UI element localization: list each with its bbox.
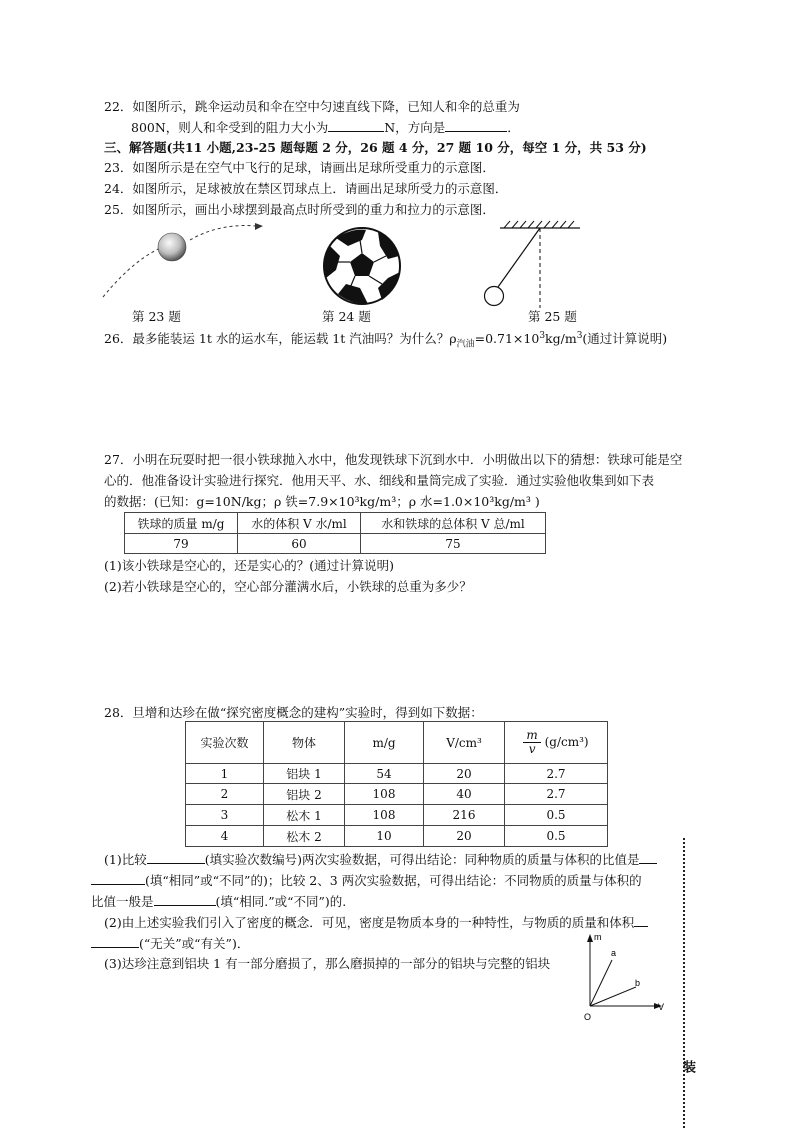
q27-line1: 27．小明在玩耍时把一很小铁球抛入水中，他发现铁球下沉到水中．小明做出以下的猜想：铁球可能是空 bbox=[104, 452, 683, 467]
q28-part2-line1: (2)由上述实验我们引入了密度的概念．可见，密度是物质本身的一种特性，与物质的质量和体积 bbox=[104, 914, 648, 931]
binding-dotted-line bbox=[683, 838, 685, 1128]
density-fraction: $\frac{m}{v}$ bbox=[523, 729, 540, 756]
q27-sub2: (2)若小铁球是空心的，空心部分灌满水后，小铁球的总重为多少？ bbox=[104, 579, 472, 594]
q26-text: 26．最多能装运 1t 水的运水车，能运载 1t 汽油吗？为什么？$\rho_{汽油}=0.71\times 10^3kg/m^3$(通过计算说明) bbox=[104, 331, 668, 350]
table-cell: 2.7 bbox=[505, 784, 608, 805]
table-cell: 75 bbox=[361, 534, 546, 554]
figure-caption-25: 第 25 题 bbox=[528, 309, 577, 324]
table-header: 物体 bbox=[264, 722, 345, 764]
figure-caption-23: 第 23 题 bbox=[132, 309, 181, 324]
mass-volume-graph bbox=[580, 930, 670, 1022]
graph-origin-label: O bbox=[584, 1012, 592, 1022]
table-cell: 3 bbox=[186, 805, 264, 826]
q28-part2-line2: (“无关”或“有关”)． bbox=[91, 935, 249, 952]
table-cell: 铝块 1 bbox=[264, 764, 345, 784]
table-cell: 铝块 2 bbox=[264, 784, 345, 805]
table-cell: 60 bbox=[238, 534, 361, 554]
table-cell: 40 bbox=[424, 784, 505, 805]
table-cell: 松木 2 bbox=[264, 826, 345, 847]
table-header: V/cm³ bbox=[424, 722, 505, 764]
graph-y-label: m bbox=[594, 932, 602, 942]
pendulum-figure bbox=[480, 220, 590, 310]
table-header-density: $\frac{m}{v}$ (g/cm³) bbox=[505, 722, 608, 764]
q22-line1: 22．如图所示，跳伞运动员和伞在空中匀速直线下降，已知人和伞的总重为 bbox=[104, 99, 520, 114]
section-heading: 三、解答题(共11 小题,23-25 题每题 2 分，26 题 4 分，27 题 10 分，每空 1 分，共 53 分) bbox=[104, 140, 647, 155]
q23-text: 23．如图所示是在空气中飞行的足球，请画出足球所受重力的示意图． bbox=[104, 160, 495, 175]
table-cell: 20 bbox=[424, 826, 505, 847]
table-header: 水和铁球的总体积 V 总/ml bbox=[361, 513, 546, 534]
table-cell: 20 bbox=[424, 764, 505, 784]
q22-line2: 800N，则人和伞受到的阻力大小为 N，方向是 ． bbox=[131, 120, 520, 135]
answer-blank bbox=[639, 851, 657, 864]
soccer-ball-figure bbox=[322, 226, 402, 306]
table-cell: 79 bbox=[125, 534, 238, 554]
graph-line-b-label: b bbox=[635, 978, 641, 988]
table-cell: 108 bbox=[345, 784, 424, 805]
q28-part3: (3)达珍注意到铝块 1 有一部分磨损了，那么磨损掉的一部分的铝块与完整的铝块 bbox=[104, 956, 551, 971]
graph-line-a-label: a bbox=[611, 948, 617, 958]
q27-sub1: (1)该小铁球是空心的，还是实心的？(通过计算说明) bbox=[104, 558, 394, 573]
answer-blank bbox=[445, 119, 507, 132]
table-cell: 108 bbox=[345, 805, 424, 826]
table-cell: 2 bbox=[186, 784, 264, 805]
q28-intro: 28．旦增和达珍在做“探究密度概念的建构”实验时，得到如下数据： bbox=[104, 705, 483, 720]
flying-football-figure bbox=[95, 222, 265, 302]
q27-data-table bbox=[124, 512, 546, 554]
table-header: m/g bbox=[345, 722, 424, 764]
table-header: 水的体积 V 水/ml bbox=[238, 513, 361, 534]
q28-part1-line3: 比值一般是 (填“相同.”或“不同”)的. bbox=[91, 894, 347, 909]
figure-caption-24: 第 24 题 bbox=[322, 309, 371, 324]
answer-blank bbox=[147, 851, 205, 864]
q25-text: 25．如图所示，画出小球摆到最高点时所受到的重力和拉力的示意图． bbox=[104, 202, 495, 217]
table-cell: 4 bbox=[186, 826, 264, 847]
table-header: 铁球的质量 m/g bbox=[125, 513, 238, 534]
table-cell: 10 bbox=[345, 826, 424, 847]
q28-part1-line1: (1)比较 (填实验次数编号)两次实验数据，可得出结论：同种物质的质量与体积的比值是 bbox=[104, 851, 657, 868]
q28-part1-line2: (填“相同”或“不同”的)；比较 2、3 两次实验数据，可得出结论：不同物质的质量与体积的 bbox=[91, 872, 642, 889]
table-cell: 216 bbox=[424, 805, 505, 826]
q24-text: 24．如图所示，足球被放在禁区罚球点上．请画出足球所受力的示意图． bbox=[104, 181, 508, 196]
table-cell: 0.5 bbox=[505, 826, 608, 847]
table-cell: 2.7 bbox=[505, 764, 608, 784]
binding-mark: 装 bbox=[680, 1060, 695, 1073]
answer-blank bbox=[634, 914, 648, 927]
q27-line2: 心的．他准备设计实验进行探究．他用天平、水、细线和量筒完成了实验．通过实验他收集到如下表 bbox=[104, 473, 655, 488]
answer-blank bbox=[328, 119, 384, 132]
table-header: 实验次数 bbox=[186, 722, 264, 764]
answer-blank bbox=[91, 872, 145, 885]
table-cell: 1 bbox=[186, 764, 264, 784]
table-cell: 54 bbox=[345, 764, 424, 784]
q28-data-table bbox=[185, 721, 608, 847]
q27-line3: 的数据：(已知：g=10N/kg；ρ 铁=7.9×10³kg/m³；ρ 水=1.0×10³kg/m³ ) bbox=[104, 494, 540, 509]
answer-blank bbox=[154, 893, 216, 906]
table-cell: 0.5 bbox=[505, 805, 608, 826]
graph-x-label: V bbox=[658, 1002, 665, 1012]
answer-blank bbox=[91, 935, 139, 948]
table-cell: 松木 1 bbox=[264, 805, 345, 826]
